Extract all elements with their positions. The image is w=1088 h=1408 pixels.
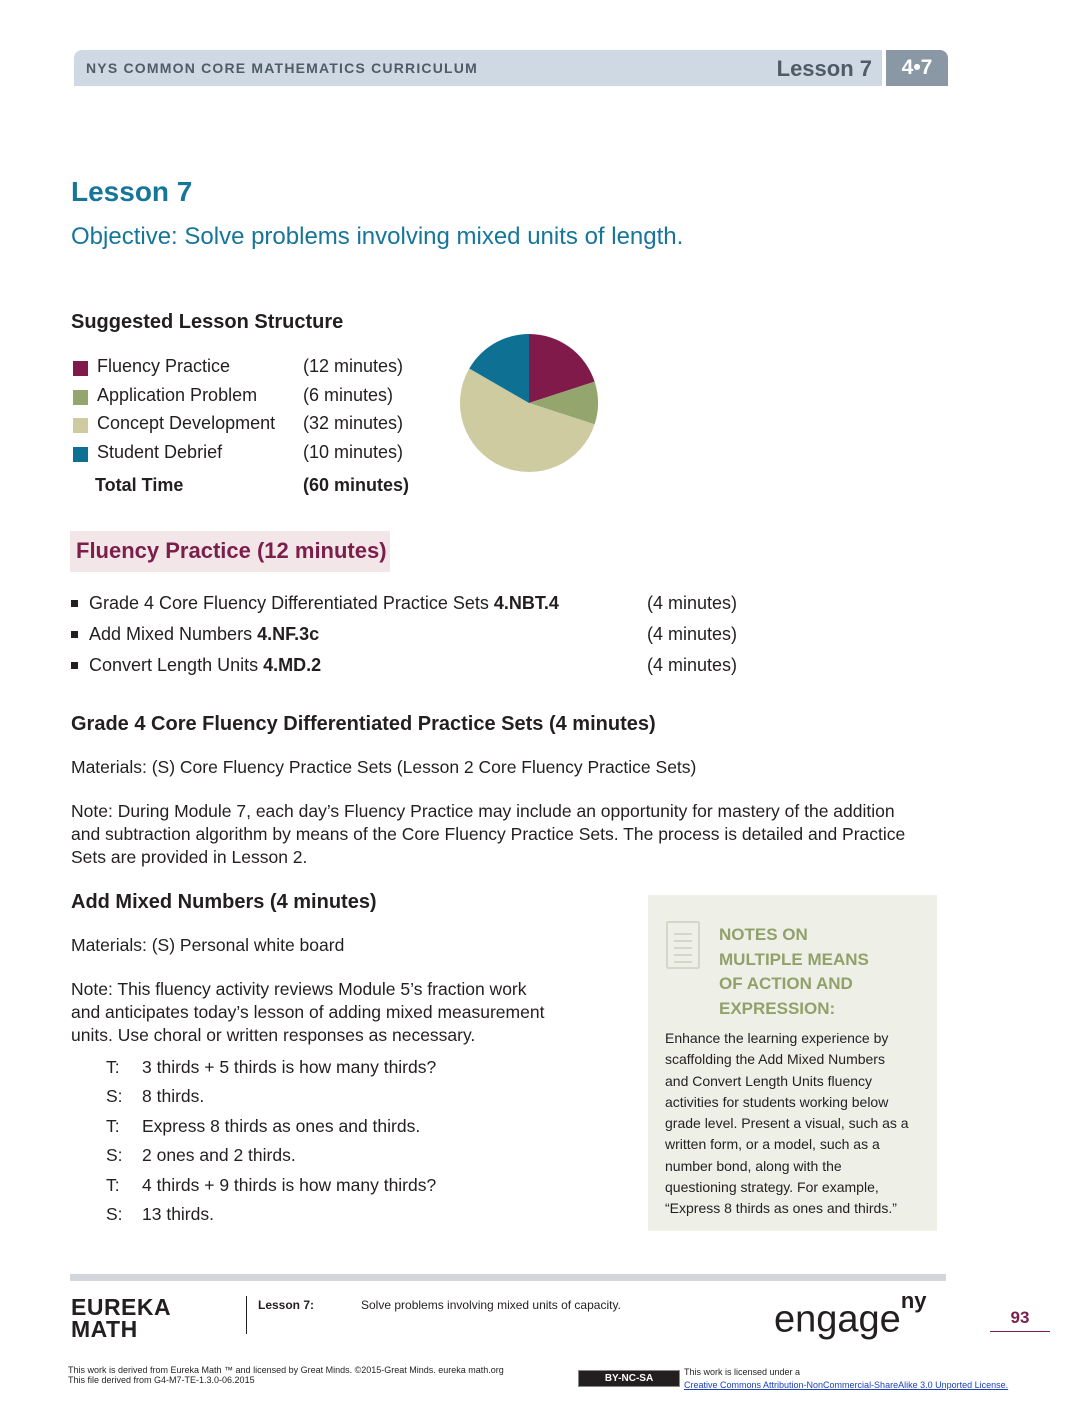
page-number: 93 [1010,1308,1030,1327]
core-sets-heading: Grade 4 Core Fluency Differentiated Practice Sets (4 minutes) [71,713,656,735]
note-line: units. Use choral or written responses as necessary. [71,1025,476,1045]
legend-label: Concept Development [97,413,276,433]
legend-row [73,413,433,442]
document-icon [666,921,700,969]
dialog-row [106,1116,606,1145]
dialog-text: 3 thirds + 5 thirds is how many thirds? [142,1057,437,1077]
legend-time: (12 minutes) [303,356,404,376]
footer-lesson-desc: Solve problems involving mixed units of capacity. [361,1298,621,1312]
mixed-note [71,978,544,1047]
credit-line: This work is derived from Eureka Math ™ and licensed by Great Minds. ©2015-Great Minds. eureka math.org [68,1365,504,1375]
fluency-list [71,593,771,686]
header-grade-lesson: 4•7 [886,50,948,86]
eureka-math-logo: EUREKA MATH [71,1294,172,1342]
total-row [73,475,433,505]
list-item [71,655,771,686]
notes-title: NOTES ON MULTIPLE MEANS OF ACTION AND EXPRESSION: [719,925,869,1018]
note-line: Sets are provided in Lesson 2. [71,847,308,867]
footer-rule [70,1274,946,1281]
dialog-row [106,1057,606,1086]
fluency-item-text: Add Mixed Numbers [89,624,258,644]
dialog-row [106,1204,606,1233]
credit-line: This file derived from G4-M7-TE-1.3.0-06.2015 [68,1375,255,1385]
legend-swatch [73,361,88,376]
bullet-icon [71,631,78,638]
legend-time: (6 minutes) [303,384,394,405]
header-lesson: Lesson 7 [776,56,872,81]
legend-label: Application Problem [97,384,258,405]
total-time: (60 minutes) [303,475,410,495]
speaker: S: [106,1086,123,1107]
footer-lesson-label: Lesson 7: [258,1298,315,1312]
bullet-icon [71,600,78,607]
legend-swatch [73,390,88,405]
legend-label: Fluency Practice [97,356,231,376]
dialog-text: 4 thirds + 9 thirds is how many thirds? [142,1174,437,1195]
note-line: Note: During Module 7, each day’s Fluency Practice may include an opportunity for mastery of the addition [71,801,895,821]
core-sets-note [71,800,905,869]
dialog [106,1057,606,1233]
notes-body: Enhance the learning experience by scaffolding the Add Mixed Numbers and Convert Length Units fluency activities for students working below grade level. Present a visual, such as a written form, or a model, such as a number bond, along with the questioning strategy. For example, “Express 8 thirds as ones and thirds.” [665,1030,909,1217]
dialog-row [106,1145,606,1174]
structure-legend [73,356,433,505]
legend-time: (32 minutes) [303,413,404,433]
footer-divider [246,1296,247,1334]
license-text: This work is licensed under a [684,1367,801,1377]
lesson-structure-pie-chart [459,333,599,473]
speaker: T: [106,1057,120,1077]
structure-heading: Suggested Lesson Structure [71,311,344,333]
legend-label: Student Debrief [97,441,223,462]
fluency-heading: Fluency Practice (12 minutes) [76,538,387,563]
fluency-item-text: Grade 4 Core Fluency Differentiated Practice Sets [89,593,494,613]
fluency-item-time: (4 minutes) [647,593,738,613]
speaker: S: [106,1203,123,1224]
fluency-item-text: Convert Length Units [89,655,264,675]
notes-sidebar [648,895,937,1231]
dialog-text: 8 thirds. [142,1086,205,1107]
legend-row [73,356,433,385]
curriculum-name: NYS COMMON CORE MATHEMATICS CURRICULUM [86,60,478,76]
speaker: T: [106,1115,120,1136]
core-sets-materials: Materials: (S) Core Fluency Practice Sets (Lesson 2 Core Fluency Practice Sets) [71,757,697,777]
page-title: Lesson 7 [71,176,193,207]
mixed-materials: Materials: (S) Personal white board [71,935,345,955]
bullet-icon [71,662,78,669]
note-line: Note: This fluency activity reviews Module 5’s fraction work [71,979,527,999]
legend-time: (10 minutes) [303,441,404,462]
dialog-text: Express 8 thirds as ones and thirds. [142,1115,421,1136]
dialog-row [106,1086,606,1115]
legend-row [73,385,433,414]
legend-swatch [73,447,88,462]
mixed-heading: Add Mixed Numbers (4 minutes) [71,891,377,913]
legend-swatch [73,418,88,433]
note-line: and anticipates today’s lesson of adding mixed measurement [71,1002,545,1022]
note-line: and subtraction algorithm by means of the Core Fluency Practice Sets. The process is detailed and Practice [71,824,906,844]
engageny-logo: engage$^{ny}$ [774,1288,927,1341]
dialog-row [106,1175,606,1204]
standard-code: 4.MD.2 [263,655,322,675]
dialog-text: 13 thirds. [142,1203,214,1224]
license-link[interactable]: Creative Commons Attribution-NonCommercial-ShareAlike 3.0 Unported License. [684,1380,1009,1390]
fluency-item-time: (4 minutes) [647,655,738,675]
fluency-item-time: (4 minutes) [647,624,738,644]
page-number-rule [990,1331,1050,1332]
dialog-text: 2 ones and 2 thirds. [142,1145,296,1166]
total-label: Total Time [95,475,184,495]
legend-row [73,442,433,471]
list-item [71,593,771,624]
objective: Objective: Solve problems involving mixed units of length. [71,223,684,250]
speaker: T: [106,1174,120,1195]
standard-code: 4.NBT.4 [493,593,559,613]
standard-code: 4.NF.3c [257,624,320,644]
speaker: S: [106,1145,123,1166]
cc-license-badge[interactable]: BY-NC-SA [578,1370,680,1387]
list-item [71,624,771,655]
